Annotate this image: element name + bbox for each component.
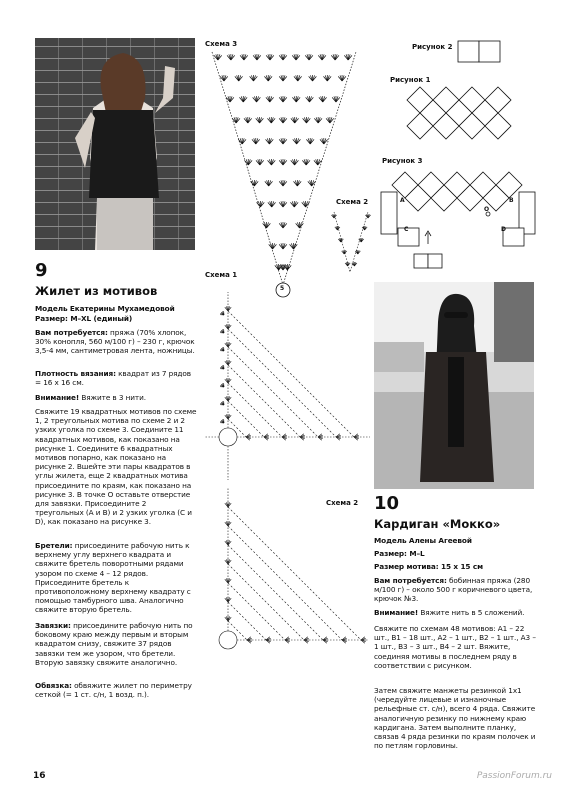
fan-stitch: [279, 75, 287, 81]
start-circle-number: 5: [280, 285, 285, 292]
fan-stitch: [306, 96, 314, 102]
fan-stitch: [318, 54, 326, 60]
fan-stitch: [305, 54, 313, 60]
fan-stitch: [279, 54, 287, 60]
fan-stitch: [302, 159, 310, 165]
fan-stitch: [279, 243, 287, 249]
stitch-row: [228, 347, 318, 437]
fan-stitch: [296, 222, 304, 228]
fan-stitch: [290, 243, 298, 249]
fan-stitch: [266, 96, 274, 102]
fan-stitch: [227, 54, 235, 60]
strap-square: [414, 254, 428, 268]
fan-stitch: [293, 180, 301, 186]
project9-straps: Бретели: присоедините рабочую нить к верхнему углу верхнего квадрата и свяжите бретель поворотными рядами узором по схеме 4 – 12 рядов. Присоедините бретель к противоположному верхнему квадрату с помощью тамбурного шва. Аналогично свяжите вторую бретель.: [35, 541, 191, 615]
fan-stitch: [294, 75, 302, 81]
fan-stitch: [323, 75, 331, 81]
fan-stitch: [279, 222, 287, 228]
fan-stitch: [279, 201, 287, 207]
figure2-label: Рисунок 2: [412, 43, 453, 51]
fan-stitch: [282, 434, 287, 440]
project9-density: Плотность вязания: квадрат из 7 рядов = 16 х 16 см.: [35, 369, 191, 388]
figure1-label: Рисунок 1: [390, 76, 431, 84]
fan-stitch: [225, 414, 231, 419]
fan-stitch: [225, 521, 231, 526]
fan-stitch: [225, 324, 231, 329]
scheme1-diagram: [205, 292, 370, 480]
fan-stitch: [318, 434, 323, 440]
project10-number: 10: [374, 493, 400, 514]
fan-stitch: [253, 96, 261, 102]
fig3-label-b: В: [509, 197, 514, 204]
fan-stitch: [291, 117, 299, 123]
fan-stitch: [338, 238, 343, 242]
fan-stitch: [235, 75, 243, 81]
project10-para1: Свяжите по схемам 48 мотивов: A1 – 22 шт., B1 – 18 шт., A2 – 1 шт., B2 – 1 шт., A3 – 1 шт., B3 – 3 шт., B4 – 2 шт. Вяжите, соединяя мотивы в последнем ряду в соответствии с рисунком.: [374, 624, 536, 670]
project10-model: Модель Алены Агеевой: [374, 536, 472, 545]
fig3-label-o: О: [484, 206, 490, 213]
fan-stitch: [219, 310, 225, 316]
stitch-row: [228, 311, 354, 437]
fan-stitch: [247, 637, 252, 643]
project9-attention: Внимание! Вяжите в 3 нити.: [35, 393, 146, 402]
fan-stitch: [306, 138, 314, 144]
stitch-row: [228, 365, 300, 437]
scheme1-label: Схема 1: [205, 271, 238, 279]
fan-stitch: [219, 400, 225, 406]
fan-stitch: [279, 159, 287, 165]
fan-stitch: [293, 138, 301, 144]
fan-stitch: [319, 96, 327, 102]
fan-stitch: [355, 250, 360, 254]
fan-stitch: [344, 54, 352, 60]
stitch-row: [228, 329, 336, 437]
fan-stitch: [225, 378, 231, 383]
fan-stitch: [285, 637, 290, 643]
fan-stitch: [331, 54, 339, 60]
fan-stitch: [219, 418, 225, 424]
fan-stitch: [265, 180, 273, 186]
fan-stitch: [303, 117, 311, 123]
figure1-diagram: [407, 87, 511, 139]
fan-stitch: [219, 382, 225, 388]
fan-stitch: [292, 54, 300, 60]
fan-stitch: [336, 434, 341, 440]
stitch-row: [228, 383, 282, 437]
scheme3-label: Схема 3: [205, 40, 238, 48]
fan-stitch: [225, 616, 231, 621]
fig3-label-a: А: [400, 197, 405, 204]
fan-stitch: [291, 159, 299, 165]
fan-stitch: [290, 201, 298, 207]
stitch-row: [228, 507, 361, 640]
fan-stitch: [219, 346, 225, 352]
fan-stitch: [302, 201, 310, 207]
fan-stitch: [279, 180, 287, 186]
fan-stitch: [269, 243, 277, 249]
fan-stitch: [279, 138, 287, 144]
fan-stitch: [263, 222, 271, 228]
fan-stitch: [304, 637, 309, 643]
fan-stitch: [365, 214, 370, 218]
fan-stitch: [279, 96, 287, 102]
fan-stitch: [323, 637, 328, 643]
figure3-diagram: [381, 172, 535, 268]
project9-number: 9: [35, 260, 48, 281]
fan-stitch: [225, 597, 231, 602]
fan-stitch: [268, 159, 276, 165]
fan-stitch: [266, 54, 274, 60]
fan-stitch: [332, 96, 340, 102]
fan-stitch: [225, 342, 231, 347]
fan-stitch: [219, 364, 225, 370]
figure2-diagram: [458, 41, 500, 62]
fan-stitch: [266, 138, 274, 144]
fan-stitch: [268, 201, 276, 207]
fan-stitch: [252, 138, 260, 144]
fan-stitch: [220, 75, 228, 81]
project9-para1: Свяжите 19 квадратных мотивов по схеме 1, 2 треугольных мотива по схеме 2 и 2 узких уголка по схеме 3. Соедините 11 квадратных мотивов, как показано на рисунке 1. Соедините 6 квадратных мотивов попарно, как показано на рисунке 2. Вшейте эти пары квадратов в углы жилета, еще 2 квадратных мотива присоедините по краям, как показано на рисунке 3. В точке О оставьте отверстие для завязки. Присоедините 2 треугольных (A и B) и 2 узких уголка (C и D), как показано на рисунке 3.: [35, 407, 197, 527]
fan-stitch: [239, 96, 247, 102]
scheme2-bottom-label: Схема 2: [326, 499, 359, 507]
fan-stitch: [342, 637, 347, 643]
fan-stitch: [314, 117, 322, 123]
page-number: 16: [33, 771, 46, 781]
scheme2-top-label: Схема 2: [336, 198, 369, 206]
project9-ties: Завязки: присоедините рабочую нить по боковому краю между первым и вторым квадратом снизу, свяжите 37 рядов завязки тем же узором, что бретели. Вторую завязку свяжите аналогично.: [35, 621, 193, 667]
project10-title: Кардиган «Мокко»: [374, 517, 501, 531]
fan-stitch: [225, 502, 231, 507]
project9-title: Жилет из мотивов: [35, 284, 158, 298]
side-panel-left: [381, 192, 397, 234]
fan-stitch: [326, 117, 334, 123]
fan-stitch: [250, 180, 258, 186]
fan-stitch: [219, 328, 225, 334]
project10-materials: Вам потребуется: бобинная пряжа (280 м/100 г) – около 500 г коричневого цвета, крючок №3.: [374, 576, 533, 604]
fan-stitch: [292, 96, 300, 102]
stitch-row: [228, 545, 323, 640]
fan-stitch: [264, 434, 269, 440]
fan-stitch: [354, 434, 359, 440]
fan-stitch: [225, 306, 231, 311]
fan-stitch: [300, 434, 305, 440]
fan-stitch: [225, 360, 231, 365]
fan-stitch: [253, 54, 261, 60]
project9-materials: Вам потребуется: пряжа (70% хлопок, 30% конопля, 560 м/100 г) – 230 г, крючок 3,5-4 мм, сантиметровая лента, ножницы.: [35, 328, 195, 356]
stitch-row: [228, 564, 304, 640]
corner-square: [503, 228, 524, 246]
fan-stitch: [342, 250, 347, 254]
corner-square: [398, 228, 419, 246]
project9-finish: Обвязка: обвяжите жилет по периметру сеткой (= 1 ст. с/н, 1 возд. п.).: [35, 681, 192, 700]
scheme3-diagram: [212, 52, 356, 285]
project9-size: Размер: M–XL (единый): [35, 314, 133, 323]
fig3-label-c: С: [404, 226, 409, 233]
fan-stitch: [240, 54, 248, 60]
project10-para2: Затем свяжите манжеты резинкой 1х1 (чередуйте лицевые и изнаночные рельефные ст. с/н), всего 4 ряда. Свяжите аналогичную резинку по нижнему краю кардигана. Затем выполните планку, связав 4 ряда резинки по краям полочек и по петлям горловины.: [374, 686, 536, 751]
project10-motif-size: Размер мотива: 15 х 15 см: [374, 562, 483, 571]
fan-stitch: [244, 117, 252, 123]
project9-model: Модель Екатерины Мухамедовой: [35, 304, 175, 313]
fan-stitch: [225, 540, 231, 545]
fan-stitch: [267, 117, 275, 123]
project10-attention: Внимание! Вяжите нить в 5 сложений.: [374, 608, 525, 617]
fan-stitch: [331, 214, 336, 218]
scheme2-top-diagram: [331, 212, 370, 272]
watermark: PassionForum.ru: [476, 771, 552, 781]
fan-stitch: [214, 54, 222, 60]
fan-stitch: [244, 159, 252, 165]
fan-stitch: [256, 159, 264, 165]
fan-stitch: [225, 559, 231, 564]
fan-stitch: [264, 75, 272, 81]
fan-stitch: [246, 434, 251, 440]
fan-stitch: [238, 138, 246, 144]
fan-stitch: [338, 75, 346, 81]
fan-stitch: [266, 637, 271, 643]
fan-stitch: [225, 578, 231, 583]
fan-stitch: [256, 117, 264, 123]
fan-stitch: [352, 262, 357, 266]
fan-stitch: [345, 262, 350, 266]
strap-square: [428, 254, 442, 268]
scheme2-bottom-diagram: [219, 488, 368, 649]
project10-size: Размер: M–L: [374, 549, 425, 558]
fan-stitch: [225, 396, 231, 401]
fan-stitch: [309, 75, 317, 81]
fig3-label-d: D: [501, 226, 506, 233]
stitch-row: [228, 583, 285, 640]
fan-stitch: [279, 117, 287, 123]
fan-stitch: [335, 226, 340, 230]
stitch-row: [228, 526, 342, 640]
fan-stitch: [361, 637, 366, 643]
fan-stitch: [250, 75, 258, 81]
fan-stitch: [320, 138, 328, 144]
fan-stitch: [362, 226, 367, 230]
fan-stitch: [314, 159, 322, 165]
figure3-label: Рисунок 3: [382, 157, 423, 165]
